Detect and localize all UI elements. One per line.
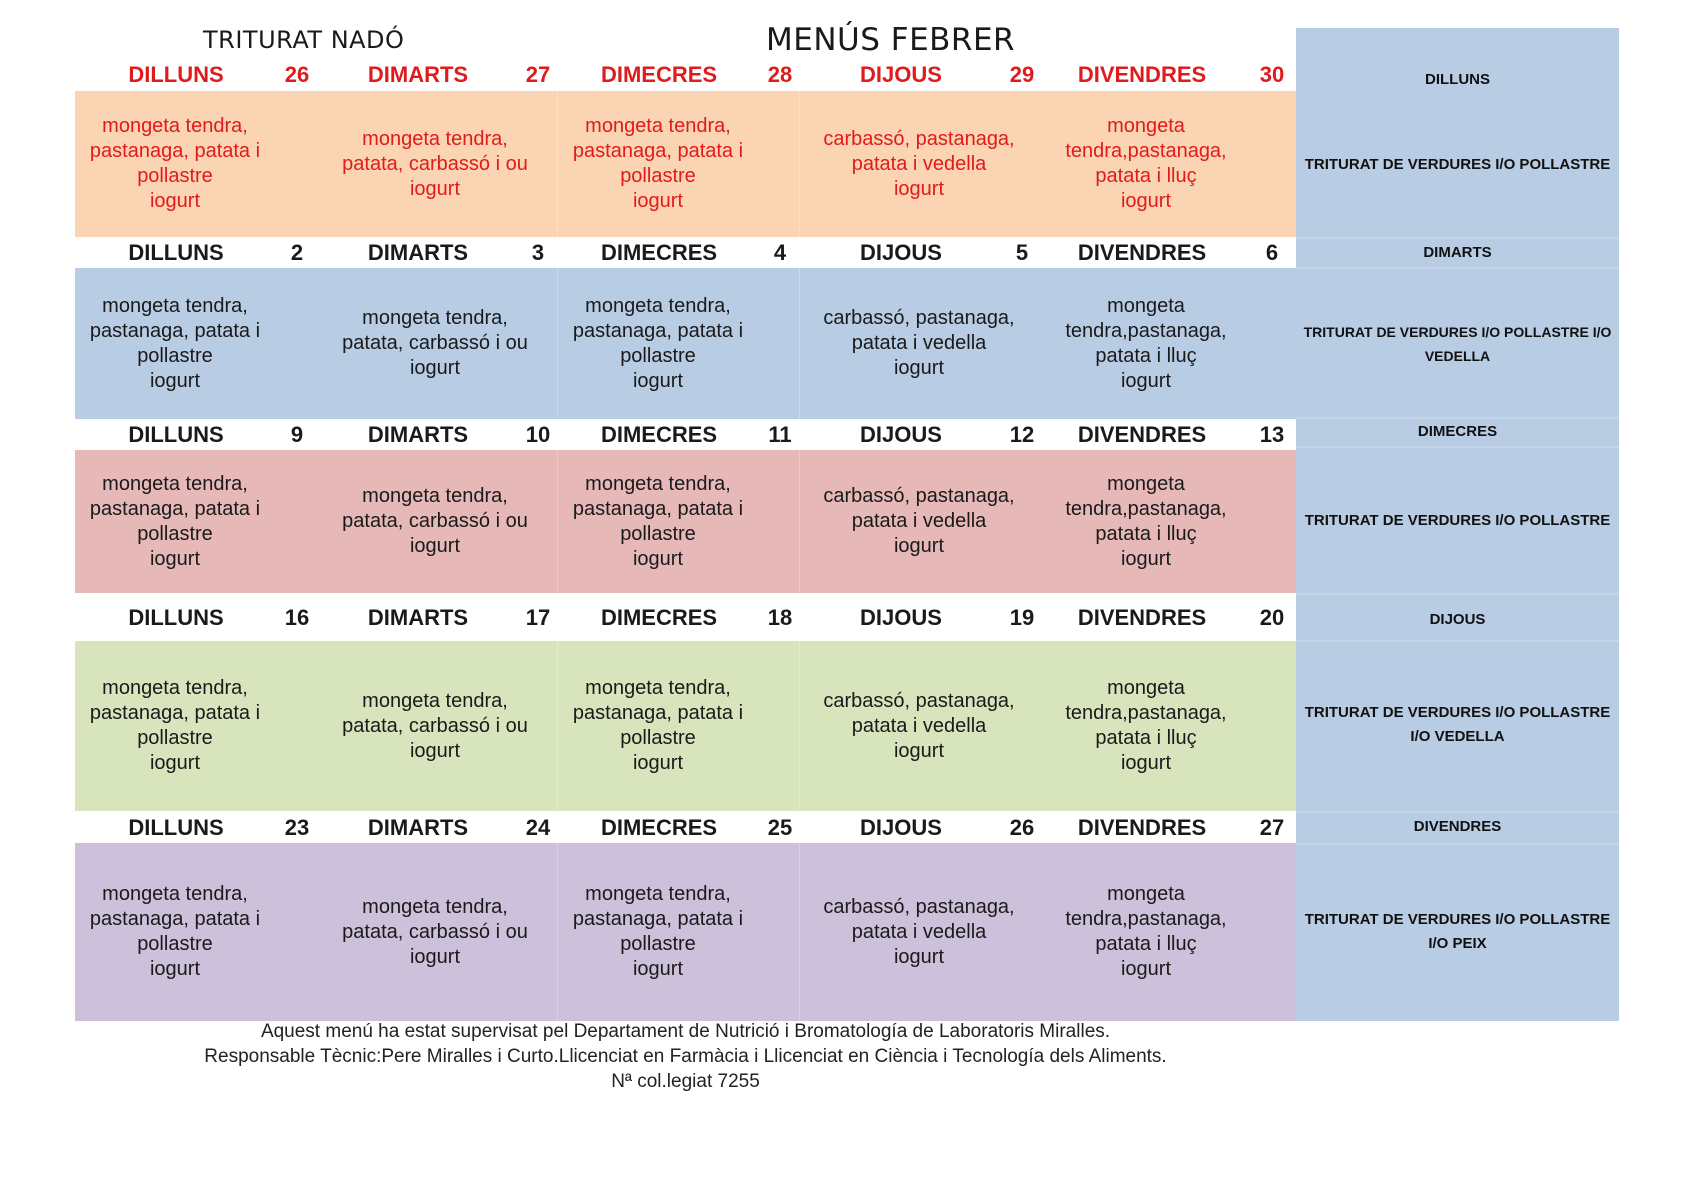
day-name: DIMARTS bbox=[367, 422, 469, 447]
day-date: 5 bbox=[1015, 240, 1029, 265]
side-panel bbox=[1296, 28, 1619, 1021]
meal-cell: carbassó, pastanaga, patata i vedella iogurt bbox=[823, 689, 1015, 762]
day-name: DIMARTS bbox=[367, 605, 469, 630]
day-date: 19 bbox=[1009, 605, 1035, 630]
day-name: DIVENDRES bbox=[1077, 240, 1207, 265]
day-name: DILLUNS bbox=[128, 422, 224, 447]
day-name: DIJOUS bbox=[860, 422, 942, 447]
main-title: MENÚS FEBRER bbox=[766, 22, 1016, 58]
week-header-row bbox=[0, 420, 1296, 450]
day-date: 12 bbox=[1009, 422, 1035, 447]
week-menu-row bbox=[75, 268, 1296, 419]
day-name: DIMARTS bbox=[367, 240, 469, 265]
week-header-row bbox=[0, 238, 1296, 268]
day-name: DIMARTS bbox=[367, 62, 469, 87]
meal-cell: mongeta tendra,pastanaga, patata i lluç iogurt bbox=[1065, 115, 1227, 212]
day-name: DIMECRES bbox=[600, 422, 718, 447]
side-divider bbox=[1296, 446, 1619, 448]
column-separator bbox=[557, 91, 558, 237]
column-separator bbox=[557, 843, 558, 1021]
day-date: 11 bbox=[768, 422, 792, 447]
day-name: DIMECRES bbox=[600, 605, 718, 630]
day-date: 18 bbox=[767, 605, 793, 630]
side-text-dijous: TRITURAT DE VERDURES I/O POLLASTRE I/O VEDELLA bbox=[1304, 704, 1611, 745]
meal-cell: carbassó, pastanaga, patata i vedella iogurt bbox=[823, 485, 1015, 557]
day-date: 16 bbox=[284, 605, 310, 630]
meal-cell: mongeta tendra, pastanaga, patata i pollastre iogurt bbox=[89, 115, 261, 212]
day-date: 20 bbox=[1259, 605, 1285, 630]
day-name: DIJOUS bbox=[860, 62, 942, 87]
column-separator bbox=[557, 450, 558, 593]
meal-cell: carbassó, pastanaga, patata i vedella iogurt bbox=[823, 127, 1015, 200]
side-text-dilluns: TRITURAT DE VERDURES I/O POLLASTRE bbox=[1304, 156, 1611, 173]
side-label-divendres: DIVENDRES bbox=[1413, 818, 1502, 835]
footer-responsible: Responsable Tècnic:Pere Miralles i Curto.Llicenciat en Farmàcia i Llicenciat en Ciència i Tecnología dels Aliments. bbox=[204, 1046, 1167, 1067]
day-date: 25 bbox=[767, 815, 793, 840]
meal-cell: mongeta tendra, patata, carbassó i ou iogurt bbox=[342, 127, 528, 200]
day-name: DILLUNS bbox=[128, 605, 224, 630]
column-separator bbox=[557, 641, 558, 811]
side-divider bbox=[1296, 593, 1619, 595]
meal-cell: mongeta tendra,pastanaga, patata i lluç iogurt bbox=[1065, 472, 1227, 570]
day-name: DIMECRES bbox=[600, 62, 718, 87]
side-label-dimecres: DIMECRES bbox=[1417, 423, 1498, 440]
side-divider bbox=[1296, 811, 1619, 813]
day-date: 24 bbox=[525, 815, 551, 840]
side-divider bbox=[1296, 417, 1619, 419]
day-name: DIVENDRES bbox=[1077, 62, 1207, 87]
week-menu-row bbox=[75, 91, 1296, 237]
meal-cell: mongeta tendra, pastanaga, patata i pollastre iogurt bbox=[89, 883, 261, 980]
side-label-dijous: DIJOUS bbox=[1429, 611, 1486, 628]
day-date: 2 bbox=[290, 240, 304, 265]
meal-cell: mongeta tendra, patata, carbassó i ou iogurt bbox=[342, 689, 528, 762]
meal-cell: mongeta tendra, pastanaga, patata i pollastre iogurt bbox=[572, 115, 744, 212]
day-name: DIVENDRES bbox=[1077, 605, 1207, 630]
week-menu-row bbox=[75, 641, 1296, 811]
column-separator bbox=[799, 641, 800, 811]
week-header-row bbox=[0, 603, 1296, 633]
day-name: DIVENDRES bbox=[1077, 815, 1207, 840]
meal-cell: mongeta tendra, patata, carbassó i ou iogurt bbox=[342, 895, 528, 968]
meal-cell: mongeta tendra, pastanaga, patata i pollastre iogurt bbox=[89, 472, 261, 570]
week-menu-row bbox=[75, 450, 1296, 593]
day-name: DILLUNS bbox=[128, 240, 224, 265]
column-separator bbox=[799, 268, 800, 419]
day-date: 10 bbox=[525, 422, 551, 447]
side-divider bbox=[1296, 237, 1619, 239]
side-text-divendres: TRITURAT DE VERDURES I/O POLLASTRE I/O PEIX bbox=[1304, 911, 1611, 952]
meal-cell: mongeta tendra, pastanaga, patata i pollastre iogurt bbox=[572, 677, 744, 774]
day-name: DIMARTS bbox=[367, 815, 469, 840]
meal-cell: carbassó, pastanaga, patata i vedella iogurt bbox=[823, 895, 1015, 968]
day-date: 17 bbox=[525, 605, 551, 630]
side-text-dimecres: TRITURAT DE VERDURES I/O POLLASTRE bbox=[1304, 512, 1611, 529]
day-name: DIJOUS bbox=[860, 240, 942, 265]
day-name: DIMECRES bbox=[600, 240, 718, 265]
day-date: 23 bbox=[284, 815, 310, 840]
day-date: 9 bbox=[290, 422, 304, 447]
column-separator bbox=[557, 268, 558, 419]
day-name: DIMECRES bbox=[600, 815, 718, 840]
left-title: TRITURAT NADÓ bbox=[203, 26, 405, 54]
week-header-row bbox=[0, 813, 1296, 843]
day-date: 13 bbox=[1259, 422, 1285, 447]
side-text-dimarts: TRITURAT DE VERDURES I/O POLLASTRE I/O VEDELLA bbox=[1303, 324, 1612, 364]
footer-supervision: Aquest menú ha estat supervisat pel Departament de Nutrició i Bromatología de Laboratoris Miralles. bbox=[260, 1021, 1111, 1042]
meal-cell: mongeta tendra, pastanaga, patata i pollastre iogurt bbox=[572, 294, 744, 392]
week-header-row bbox=[0, 60, 1296, 90]
meal-cell: mongeta tendra, patata, carbassó i ou iogurt bbox=[342, 485, 528, 557]
day-name: DILLUNS bbox=[128, 815, 224, 840]
column-separator bbox=[799, 450, 800, 593]
meal-cell: mongeta tendra, patata, carbassó i ou iogurt bbox=[342, 307, 528, 379]
day-date: 26 bbox=[1009, 815, 1035, 840]
meal-cell: mongeta tendra, pastanaga, patata i pollastre iogurt bbox=[572, 883, 744, 980]
day-date: 26 bbox=[284, 62, 310, 87]
meal-cell: mongeta tendra,pastanaga, patata i lluç iogurt bbox=[1065, 294, 1227, 392]
day-date: 3 bbox=[531, 240, 545, 265]
meal-cell: mongeta tendra, pastanaga, patata i pollastre iogurt bbox=[572, 472, 744, 570]
side-divider bbox=[1296, 267, 1619, 269]
meal-cell: mongeta tendra, pastanaga, patata i pollastre iogurt bbox=[89, 294, 261, 392]
footer-registration: Nª col.legiat 7255 bbox=[611, 1071, 760, 1092]
day-date: 27 bbox=[525, 62, 551, 87]
day-name: DIJOUS bbox=[860, 815, 942, 840]
day-date: 4 bbox=[773, 240, 787, 265]
day-date: 28 bbox=[767, 62, 793, 87]
day-name: DIJOUS bbox=[860, 605, 942, 630]
day-name: DILLUNS bbox=[128, 62, 224, 87]
side-divider bbox=[1296, 640, 1619, 642]
day-name: DIVENDRES bbox=[1077, 422, 1207, 447]
side-label-dilluns: DILLUNS bbox=[1425, 71, 1490, 88]
day-date: 29 bbox=[1009, 62, 1035, 87]
meal-cell: mongeta tendra,pastanaga, patata i lluç iogurt bbox=[1065, 677, 1227, 774]
meal-cell: mongeta tendra,pastanaga, patata i lluç iogurt bbox=[1065, 883, 1227, 980]
column-separator bbox=[799, 843, 800, 1021]
meal-cell: carbassó, pastanaga, patata i vedella iogurt bbox=[823, 307, 1015, 379]
column-separator bbox=[799, 91, 800, 237]
day-date: 30 bbox=[1259, 62, 1285, 87]
day-date: 6 bbox=[1265, 240, 1279, 265]
meal-cell: mongeta tendra, pastanaga, patata i pollastre iogurt bbox=[89, 677, 261, 774]
day-date: 27 bbox=[1259, 815, 1285, 840]
week-menu-row bbox=[75, 843, 1296, 1021]
side-label-dimarts: DIMARTS bbox=[1423, 244, 1492, 261]
side-divider bbox=[1296, 843, 1619, 845]
